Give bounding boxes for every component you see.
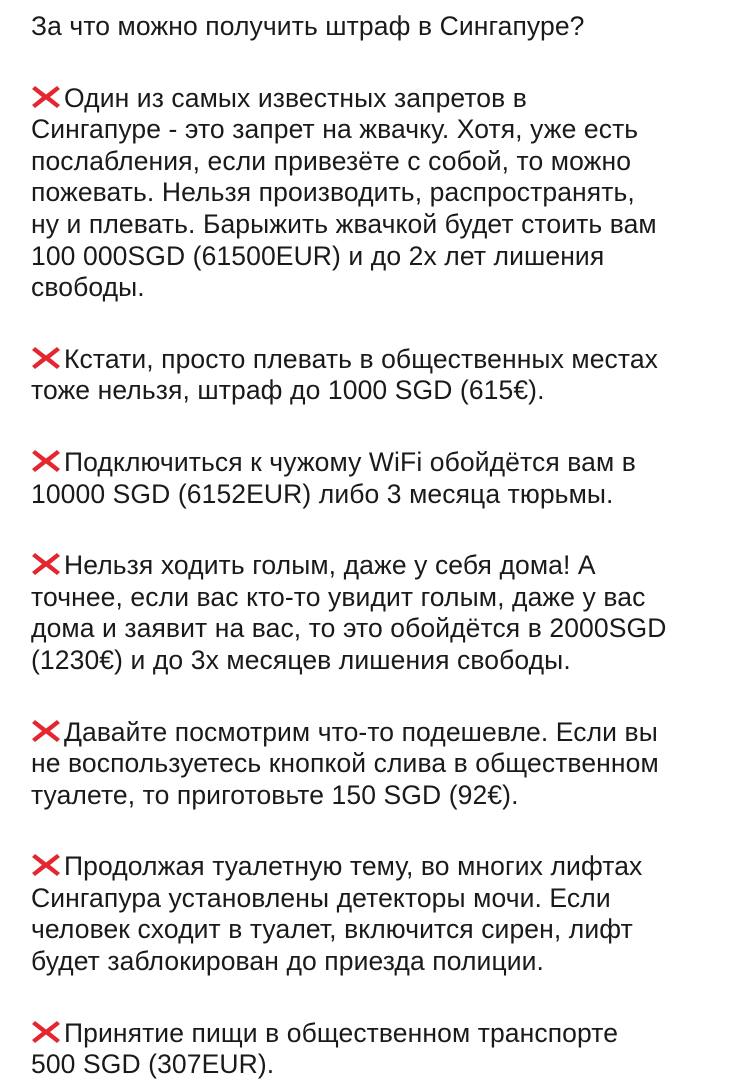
- fine-item-text: Сингапуре - это запрет на жвачку. Хотя, уже есть: [31, 114, 639, 145]
- fine-list: [31, 83, 727, 1081]
- fine-item-text: 100 000SGD (61500EUR) и до 2х лет лишения: [31, 240, 605, 271]
- fine-item-text: дома и заявит на вас, то это обойдётся в 2000SGD: [31, 613, 667, 644]
- fine-item: [31, 344, 727, 407]
- article-title: За что можно получить штраф в Сингапуре?: [31, 11, 585, 41]
- fine-item-text: Продолжая туалетную тему, во многих лифтах: [64, 851, 643, 882]
- fine-item-text: свободы.: [31, 272, 145, 303]
- article: [31, 11, 727, 1081]
- fine-item-line: [31, 241, 727, 273]
- fine-item-line: [31, 447, 727, 479]
- fine-item-line: [31, 272, 727, 304]
- fine-item: [31, 1018, 727, 1081]
- fine-item-line: [31, 550, 727, 582]
- spacer: [31, 510, 727, 550]
- fine-item-text: 10000 SGD (6152EUR) либо 3 месяца тюрьмы.: [31, 478, 614, 509]
- fine-item-text: Нельзя ходить голым, даже у себя дома! А: [64, 550, 596, 581]
- fine-item-text: Сингапура установлены детекторы мочи. Если: [31, 882, 611, 913]
- cross-mark-icon: [31, 84, 61, 110]
- fine-item-text: Принятие пищи в общественном транспорте: [64, 1017, 619, 1048]
- cross-mark-icon: [31, 1019, 61, 1045]
- fine-item-line: [31, 748, 727, 780]
- fine-item-line: [31, 344, 727, 376]
- spacer: [31, 677, 727, 717]
- cross-mark-icon: [31, 551, 61, 577]
- cross-mark-icon: [31, 718, 61, 744]
- fine-item-text: точнее, если вас кто-то увидит голым, даже у вас: [31, 581, 646, 612]
- spacer: [31, 43, 727, 83]
- spacer: [31, 407, 727, 447]
- fine-item-line: [31, 717, 727, 749]
- fine-item: [31, 851, 727, 977]
- fine-item-line: [31, 114, 727, 146]
- fine-item-text: Подключиться к чужому WiFi обойдётся вам в: [64, 446, 636, 477]
- cross-mark-icon: [31, 852, 61, 878]
- fine-item: [31, 83, 727, 304]
- fine-item-line: [31, 177, 727, 209]
- fine-item-line: [31, 946, 727, 978]
- spacer: [31, 811, 727, 851]
- fine-item-text: 500 SGD (307EUR).: [31, 1049, 275, 1080]
- fine-item-text: Один из самых известных запретов в: [64, 82, 527, 113]
- fine-item-line: [31, 780, 727, 812]
- fine-item-text: туалете, то приготовьте 150 SGD (92€).: [31, 779, 519, 810]
- fine-item-text: Кстати, просто плевать в общественных местах: [64, 343, 659, 374]
- spacer: [31, 304, 727, 344]
- fine-item-line: [31, 613, 727, 645]
- cross-mark-icon: [31, 448, 61, 474]
- fine-item-text: человек сходит в туалет, включится сирен, лифт: [31, 914, 633, 945]
- fine-item-text: (1230€) и до 3х месяцев лишения свободы.: [31, 644, 571, 675]
- spacer: [31, 978, 727, 1018]
- fine-item-text: тоже нельзя, штраф до 1000 SGD (615€).: [31, 375, 545, 406]
- fine-item-text: послабления, если привезёте с собой, то можно: [31, 145, 632, 176]
- fine-item-text: не воспользуетесь кнопкой слива в общественном: [31, 748, 659, 779]
- fine-item-line: [31, 1018, 727, 1050]
- fine-item-line: [31, 375, 727, 407]
- fine-item-line: [31, 83, 727, 115]
- fine-item-text: ну и плевать. Барыжить жвачкой будет стоить вам: [31, 208, 657, 239]
- fine-item: [31, 447, 727, 510]
- fine-item-line: [31, 479, 727, 511]
- fine-item-line: [31, 582, 727, 614]
- fine-item-line: [31, 914, 727, 946]
- fine-item-line: [31, 883, 727, 915]
- fine-item: [31, 717, 727, 812]
- fine-item-line: [31, 851, 727, 883]
- fine-item-text: пожевать. Нельзя производить, распространять,: [31, 177, 635, 208]
- fine-item-text: будет заблокирован до приезда полиции.: [31, 946, 545, 977]
- fine-item-line: [31, 146, 727, 178]
- fine-item-text: Давайте посмотрим что-то подешевле. Если вы: [64, 716, 658, 747]
- fine-item: [31, 550, 727, 676]
- cross-mark-icon: [31, 345, 61, 371]
- fine-item-line: [31, 1049, 727, 1081]
- fine-item-line: [31, 645, 727, 677]
- fine-item-line: [31, 209, 727, 241]
